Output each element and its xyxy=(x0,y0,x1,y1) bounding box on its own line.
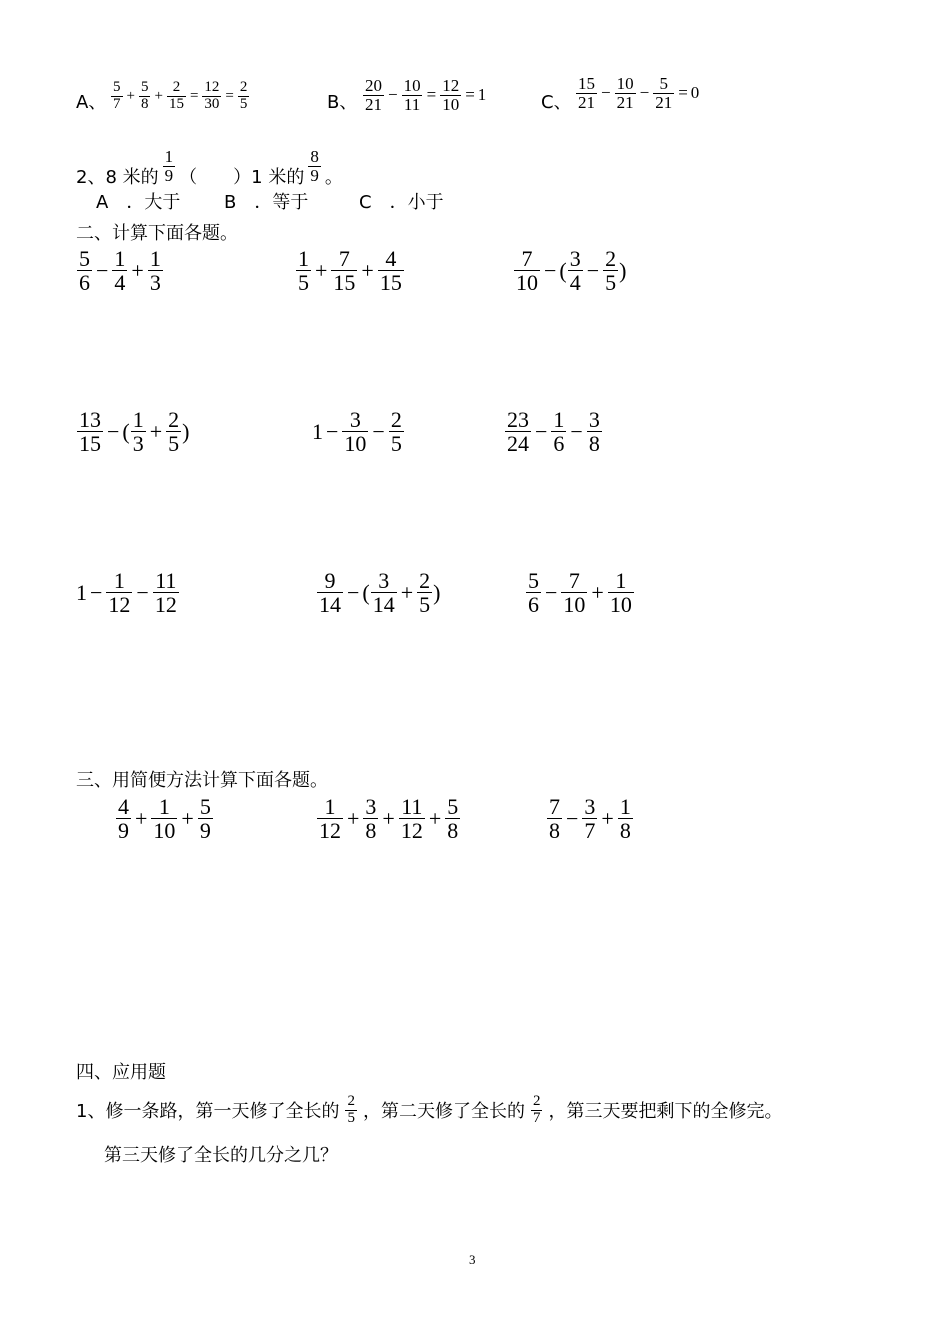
operator: − xyxy=(136,579,149,605)
fraction-denominator: 8 xyxy=(447,818,459,844)
fraction-numerator: 20 xyxy=(365,76,382,95)
operator: + xyxy=(126,87,135,104)
operator: = xyxy=(465,85,475,105)
fraction-numerator: 5 xyxy=(79,246,90,271)
fraction-numerator: 5 xyxy=(199,794,211,819)
fraction xyxy=(505,408,531,455)
operator: + xyxy=(591,579,604,605)
fraction-denominator: 10 xyxy=(153,818,176,844)
q2-option-b: B ．等于 xyxy=(224,192,309,213)
fraction-denominator: 8 xyxy=(549,818,560,844)
fraction-numerator: 1 xyxy=(158,794,170,819)
fraction xyxy=(151,795,177,842)
operator: + xyxy=(347,805,360,831)
fraction-numerator: 3 xyxy=(569,246,581,271)
fraction-denominator: 6 xyxy=(79,270,90,296)
fraction xyxy=(402,77,423,114)
section-4-title: 四、应用题 xyxy=(76,1062,166,1083)
fraction-denominator: 15 xyxy=(79,431,101,457)
option-a-expression xyxy=(110,80,250,113)
fraction-numerator: 9 xyxy=(324,568,336,593)
fraction-denominator: 6 xyxy=(528,592,539,618)
operator: + xyxy=(154,87,163,104)
fraction-numerator: 3 xyxy=(365,794,377,819)
fraction-denominator: 14 xyxy=(372,592,395,618)
fraction-numerator: 2 xyxy=(605,246,617,271)
operator: + xyxy=(428,805,442,831)
fraction-denominator: 24 xyxy=(507,431,529,457)
fraction-denominator: 15 xyxy=(379,270,402,296)
operator: + xyxy=(601,805,614,831)
fraction-numerator: 5 xyxy=(113,79,121,95)
operator: = xyxy=(225,87,234,104)
fraction xyxy=(389,408,404,455)
fraction-denominator: 5 xyxy=(168,431,180,457)
fraction-denominator: 10 xyxy=(609,592,632,618)
fraction-denominator: 4 xyxy=(569,270,581,296)
fraction xyxy=(153,569,179,616)
aq1-part-3: ，第三天要把剩下的全修完。 xyxy=(548,1101,783,1123)
fraction-denominator: 10 xyxy=(344,431,367,457)
operator: + xyxy=(135,805,148,831)
operator: + xyxy=(149,418,163,444)
operator: − xyxy=(96,257,109,283)
operator: + xyxy=(382,805,395,831)
fraction-numerator: 5 xyxy=(140,79,149,95)
operator: − xyxy=(570,418,583,444)
fraction-numerator: 4 xyxy=(385,246,397,271)
operator: = xyxy=(678,83,688,103)
fraction-denominator: 12 xyxy=(108,592,131,618)
fraction-denominator: 11 xyxy=(403,94,421,114)
parenthesis: ( xyxy=(362,579,370,605)
fraction-numerator: 7 xyxy=(568,568,580,593)
number: 1 xyxy=(477,85,487,105)
fraction-numerator: 10 xyxy=(403,76,421,95)
parenthesis: ( xyxy=(122,418,130,444)
fraction xyxy=(445,795,460,842)
fraction-denominator: 15 xyxy=(168,95,184,112)
fraction xyxy=(238,80,250,113)
fraction xyxy=(587,408,602,455)
fraction xyxy=(116,795,131,842)
operator: = xyxy=(426,85,437,105)
fraction-denominator: 5 xyxy=(298,270,309,296)
operator: − xyxy=(90,579,103,605)
fraction xyxy=(363,795,378,842)
fraction xyxy=(167,80,186,113)
operator: + xyxy=(315,257,328,283)
section-2-problem-6 xyxy=(504,408,603,455)
fraction xyxy=(131,408,146,455)
fraction-denominator: 3 xyxy=(149,270,161,296)
option-c-label: C、 xyxy=(541,92,572,113)
aq1-part-1: 1、修一条路，第一天修了全长的 xyxy=(76,1101,340,1123)
fraction xyxy=(378,247,404,294)
fraction xyxy=(608,569,634,616)
fraction-denominator: 10 xyxy=(563,592,586,618)
parenthesis: ) xyxy=(619,257,627,283)
option-a-label: A、 xyxy=(76,92,107,113)
application-question-1 xyxy=(76,1094,782,1127)
aq1-fraction-1-numerator: 2 xyxy=(347,1093,355,1109)
q2-middle: （ ）1 米的 xyxy=(179,166,305,188)
fraction-numerator: 12 xyxy=(442,76,460,95)
fraction-numerator: 1 xyxy=(132,407,144,432)
fraction-numerator: 3 xyxy=(349,407,361,432)
fraction xyxy=(342,408,368,455)
fraction-numerator: 15 xyxy=(578,74,595,93)
fraction-numerator: 3 xyxy=(378,568,390,593)
aq1-fraction-1 xyxy=(345,1094,357,1127)
fraction-denominator: 7 xyxy=(113,95,121,112)
operator: − xyxy=(535,418,548,444)
section-2-title: 二、计算下面各题。 xyxy=(76,223,238,244)
fraction-numerator: 7 xyxy=(338,246,350,271)
fraction-numerator: 1 xyxy=(619,794,631,819)
fraction-denominator: 7 xyxy=(584,818,596,844)
fraction xyxy=(296,247,311,294)
fraction-numerator: 7 xyxy=(549,794,560,819)
fraction-numerator: 1 xyxy=(149,246,161,271)
fraction-denominator: 3 xyxy=(132,431,144,457)
section-2-problem-7 xyxy=(76,569,180,616)
fraction-numerator: 1 xyxy=(324,794,336,819)
parenthesis: ) xyxy=(433,579,441,605)
option-c-expression xyxy=(575,75,699,112)
operator: + xyxy=(400,579,414,605)
page-number: 3 xyxy=(469,1252,476,1267)
fraction-denominator: 8 xyxy=(588,431,600,457)
fraction-numerator: 12 xyxy=(204,79,220,95)
section-3-problem-2 xyxy=(316,795,461,842)
fraction-numerator: 7 xyxy=(521,246,533,271)
fraction xyxy=(576,75,597,112)
number: 0 xyxy=(690,83,700,103)
fraction-numerator: 2 xyxy=(419,568,431,593)
operator: − xyxy=(586,257,600,283)
fraction-numerator: 2 xyxy=(390,407,402,432)
fraction xyxy=(331,247,357,294)
aq1-line-2: 第三天修了全长的几分之几？ xyxy=(104,1145,338,1166)
fraction-numerator: 23 xyxy=(507,407,529,432)
fraction xyxy=(317,795,343,842)
aq1-fraction-1-denominator: 5 xyxy=(347,1109,355,1126)
fraction-denominator: 8 xyxy=(140,95,149,112)
fraction-denominator: 6 xyxy=(553,431,565,457)
fraction xyxy=(317,569,343,616)
section-3-problem-1 xyxy=(115,795,214,842)
fraction xyxy=(371,569,397,616)
fraction-denominator: 4 xyxy=(114,270,126,296)
fraction xyxy=(417,569,432,616)
fraction-numerator: 3 xyxy=(584,794,596,819)
fraction-numerator: 3 xyxy=(588,407,600,432)
fraction xyxy=(440,77,461,114)
fraction-denominator: 9 xyxy=(199,818,211,844)
fraction-denominator: 10 xyxy=(442,94,460,114)
fraction-denominator: 30 xyxy=(204,95,220,112)
fraction-numerator: 2 xyxy=(172,79,181,95)
q2-fraction-1 xyxy=(163,148,176,185)
fraction-denominator: 14 xyxy=(319,592,341,618)
operator: − xyxy=(566,805,579,831)
question-2 xyxy=(76,147,343,189)
aq1-fraction-2 xyxy=(531,1094,543,1127)
fraction-denominator: 21 xyxy=(616,92,634,112)
fraction xyxy=(514,247,540,294)
fraction-denominator: 8 xyxy=(619,818,631,844)
fraction-numerator: 10 xyxy=(616,74,634,93)
fraction xyxy=(653,75,674,112)
operator: − xyxy=(545,579,558,605)
operator: − xyxy=(372,418,385,444)
fraction xyxy=(618,795,633,842)
section-2-problem-4 xyxy=(76,408,190,455)
fraction xyxy=(111,80,123,113)
q2-prefix: 2、8 米的 xyxy=(76,166,159,188)
section-3-problem-3 xyxy=(546,795,634,842)
fraction xyxy=(112,247,127,294)
operator: + xyxy=(361,257,374,283)
fraction xyxy=(547,795,562,842)
operator: − xyxy=(326,418,339,444)
q2-option-a: A ．大于 xyxy=(96,192,181,213)
section-2-problem-1 xyxy=(76,247,164,294)
operator: − xyxy=(639,83,650,103)
section-2-problem-2 xyxy=(295,247,405,294)
section-2-problem-3 xyxy=(513,247,627,294)
fraction xyxy=(526,569,541,616)
fraction-numerator: 2 xyxy=(168,407,180,432)
fraction xyxy=(198,795,213,842)
operator: − xyxy=(601,83,611,103)
fraction-numerator: 2 xyxy=(239,79,248,95)
section-3-title: 三、用简便方法计算下面各题。 xyxy=(76,770,328,791)
fraction-numerator: 5 xyxy=(659,74,668,93)
fraction xyxy=(106,569,132,616)
fraction-numerator: 5 xyxy=(528,568,539,593)
fraction-denominator: 12 xyxy=(154,592,177,618)
operator: + xyxy=(181,805,194,831)
q2-fraction-1-denominator: 9 xyxy=(164,165,174,185)
fraction-denominator: 5 xyxy=(239,95,248,112)
fraction xyxy=(615,75,636,112)
fraction-denominator: 9 xyxy=(118,818,129,844)
fraction-denominator: 21 xyxy=(655,92,673,112)
q2-option-c: C ．小于 xyxy=(359,192,444,213)
parenthesis: ) xyxy=(182,418,190,444)
fraction xyxy=(399,795,425,842)
fraction-denominator: 21 xyxy=(365,94,382,114)
fraction-numerator: 4 xyxy=(118,794,129,819)
fraction-numerator: 1 xyxy=(615,568,627,593)
section-2-problem-8 xyxy=(316,569,441,616)
section-2-problem-5 xyxy=(312,408,405,455)
aq1-part-2: ，第二天修了全长的 xyxy=(362,1101,525,1123)
fraction-numerator: 1 xyxy=(298,246,309,271)
fraction xyxy=(148,247,163,294)
parenthesis: ( xyxy=(559,257,567,283)
section-2-problem-9 xyxy=(525,569,635,616)
fraction xyxy=(582,795,597,842)
fraction xyxy=(77,247,92,294)
fraction xyxy=(139,80,151,113)
fraction xyxy=(551,408,566,455)
operator: − xyxy=(107,418,120,444)
fraction xyxy=(166,408,181,455)
fraction-numerator: 5 xyxy=(447,794,459,819)
q2-suffix: 。 xyxy=(324,166,343,188)
number: 1 xyxy=(312,418,323,444)
fraction-numerator: 13 xyxy=(79,407,101,432)
fraction-numerator: 1 xyxy=(553,407,565,432)
fraction-denominator: 10 xyxy=(516,270,538,296)
operator: − xyxy=(347,579,360,605)
operator: = xyxy=(189,87,199,104)
fraction xyxy=(568,247,583,294)
fraction-denominator: 5 xyxy=(390,431,402,457)
operator: − xyxy=(388,85,398,105)
operator: − xyxy=(544,257,557,283)
q2-fraction-1-numerator: 1 xyxy=(164,147,174,166)
aq1-fraction-2-denominator: 7 xyxy=(532,1109,541,1126)
fraction xyxy=(202,80,221,113)
fraction xyxy=(363,77,384,114)
q2-fraction-2-numerator: 8 xyxy=(310,147,319,166)
fraction-denominator: 12 xyxy=(400,818,423,844)
fraction xyxy=(561,569,587,616)
fraction xyxy=(603,247,618,294)
fraction-numerator: 11 xyxy=(155,568,177,593)
fraction-numerator: 1 xyxy=(113,568,125,593)
fraction-numerator: 1 xyxy=(114,246,126,271)
aq1-fraction-2-numerator: 2 xyxy=(532,1093,541,1109)
fraction-denominator: 12 xyxy=(319,818,341,844)
number: 1 xyxy=(76,579,87,605)
fraction-denominator: 15 xyxy=(333,270,356,296)
fraction-denominator: 8 xyxy=(365,818,377,844)
option-b-label: B、 xyxy=(327,92,358,113)
fraction-denominator: 5 xyxy=(419,592,431,618)
option-b-expression xyxy=(362,77,486,114)
q2-fraction-2 xyxy=(308,148,321,185)
operator: + xyxy=(131,257,144,283)
fraction-denominator: 5 xyxy=(605,270,617,296)
fraction xyxy=(77,408,103,455)
q2-fraction-2-denominator: 9 xyxy=(310,165,319,185)
fraction-denominator: 21 xyxy=(578,92,595,112)
fraction-numerator: 11 xyxy=(401,794,423,819)
